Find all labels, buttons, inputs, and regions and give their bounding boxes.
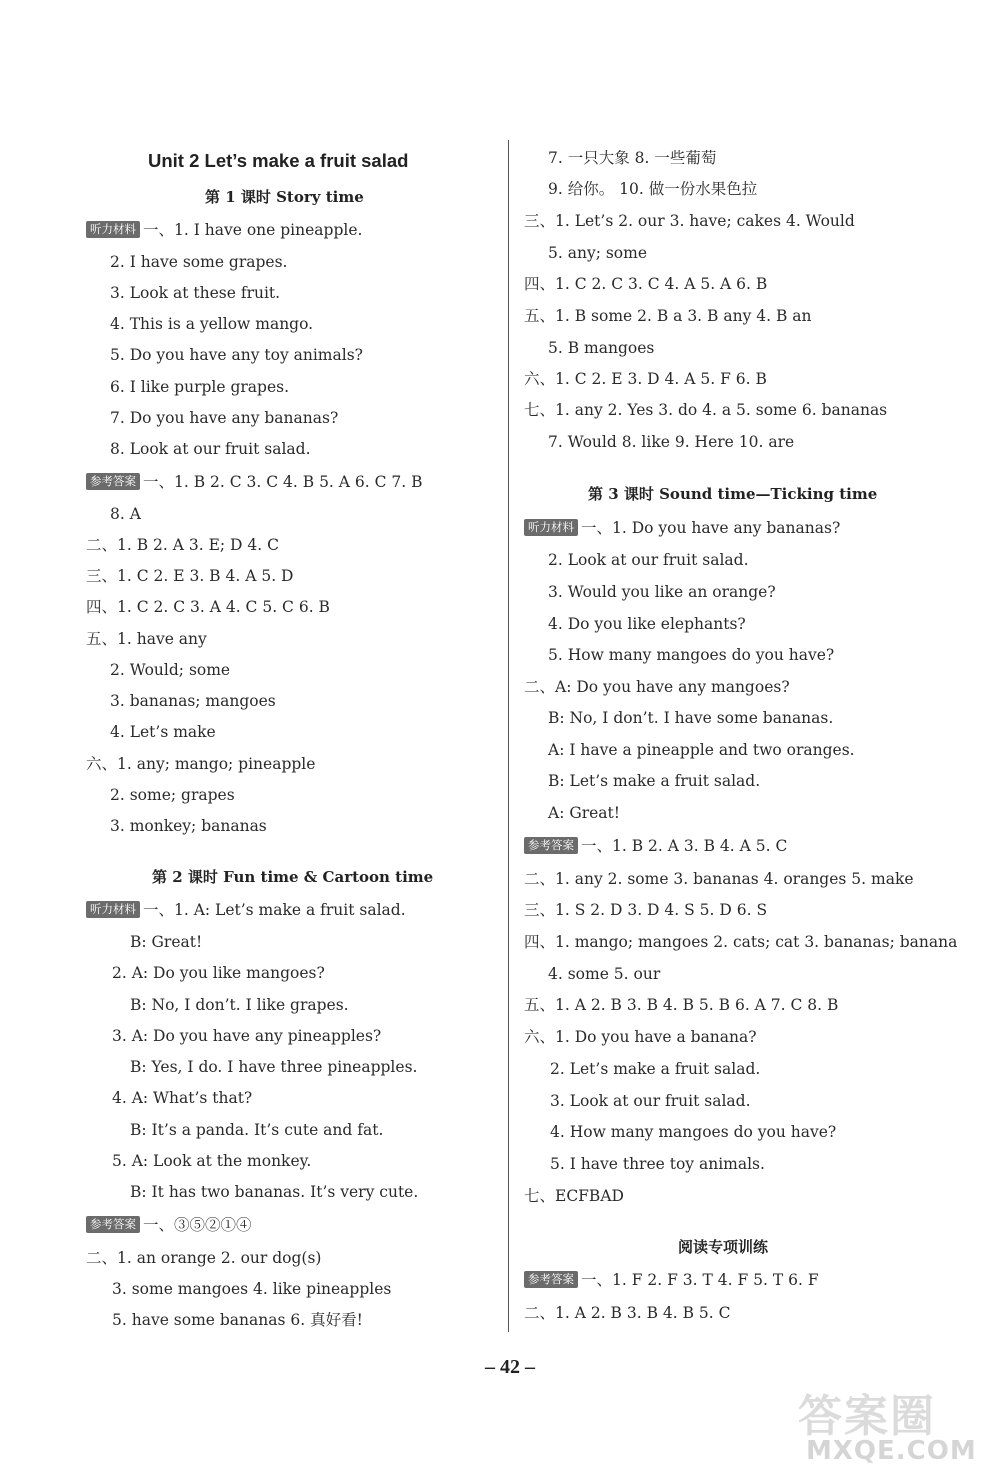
l2-line-1b: B: Great!: [130, 933, 203, 951]
r3-line-8: A: I have a pineapple and two oranges.: [548, 741, 855, 759]
l1-answer-5: 五、1. have any: [86, 630, 207, 648]
l2-line-5: 5. A: Look at the monkey.: [112, 1152, 312, 1170]
r1-line-4: 5. any; some: [548, 244, 648, 262]
l2-line-2b: B: No, I don’t. I like grapes.: [130, 996, 349, 1014]
r3-answer-7: 七、ECFBAD: [524, 1187, 624, 1205]
watermark-logo: [788, 1380, 998, 1470]
answers-tag: 参考答案: [524, 1271, 578, 1288]
l1-answer-6b: 2. some; grapes: [110, 786, 235, 804]
l1-answer-5b: 2. Would; some: [110, 661, 231, 679]
r3-answer-5: 五、1. A 2. B 3. B 4. B 5. B 6. A 7. C 8. B: [524, 996, 839, 1014]
lesson-2-title: 第 2 课时 Fun time & Cartoon time: [152, 868, 434, 886]
answers-tag: 参考答案: [524, 837, 578, 854]
r3-line-5: 5. How many mangoes do you have?: [548, 646, 835, 664]
lesson-1-title: 第 1 课时 Story time: [205, 188, 364, 206]
r3-answer-4: 四、1. mango; mangoes 2. cats; cat 3. bananas; banana: [524, 933, 958, 951]
l2-line-4: 4. A: What’s that?: [112, 1089, 253, 1107]
l2-answer-2c: 5. have some bananas 6. 真好看!: [112, 1311, 363, 1329]
r3-line-9: B: Let’s make a fruit salad.: [548, 772, 761, 790]
r3-answer-3: 三、1. S 2. D 3. D 4. S 5. D 6. S: [524, 901, 768, 919]
l1-line-5: 5. Do you have any toy animals?: [110, 346, 363, 364]
reading-answer-1: 参考答案 一、1. F 2. F 3. T 4. F 5. T 6. F: [524, 1270, 819, 1290]
r1-line-5: 四、1. C 2. C 3. C 4. A 5. A 6. B: [524, 275, 768, 293]
l1-answer-1: 参考答案 一、1. B 2. C 3. C 4. B 5. A 6. C 7. B: [86, 472, 423, 492]
l1-line-1: 听力材料 一、1. I have one pineapple.: [86, 220, 362, 240]
l1-answer-6c: 3. monkey; bananas: [110, 817, 267, 835]
answers-tag: 参考答案: [86, 1216, 140, 1233]
l1-line-6: 6. I like purple grapes.: [110, 378, 290, 396]
r1-line-9: 七、1. any 2. Yes 3. do 4. a 5. some 6. bananas: [524, 401, 888, 419]
r3-answer-6e: 5. I have three toy animals.: [550, 1155, 765, 1173]
l1-answer-1b: 8. A: [110, 505, 141, 523]
r3-line-6: 二、A: Do you have any mangoes?: [524, 678, 790, 696]
r1-line-10: 7. Would 8. like 9. Here 10. are: [548, 433, 795, 451]
r3-line-7: B: No, I don’t. I have some bananas.: [548, 709, 834, 727]
r1-line-2: 9. 给你。 10. 做一份水果色拉: [548, 180, 758, 198]
l1-line-4: 4. This is a yellow mango.: [110, 315, 314, 333]
watermark-sub-text: MXQE.COM: [806, 1436, 977, 1466]
l1-line-8: 8. Look at our fruit salad.: [110, 440, 311, 458]
r3-answer-2: 二、1. any 2. some 3. bananas 4. oranges 5. make: [524, 870, 914, 888]
column-divider: [508, 140, 509, 1332]
listening-tag: 听力材料: [86, 901, 140, 918]
l1-line-7: 7. Do you have any bananas?: [110, 409, 339, 427]
r3-line-1: 听力材料 一、1. Do you have any bananas?: [524, 518, 840, 538]
l1-answer-5d: 4. Let’s make: [110, 723, 216, 741]
r3-answer-6c: 3. Look at our fruit salad.: [550, 1092, 751, 1110]
r1-line-3: 三、1. Let’s 2. our 3. have; cakes 4. Would: [524, 212, 855, 230]
l1-answer-5c: 3. bananas; mangoes: [110, 692, 276, 710]
r1-line-1: 7. 一只大象 8. 一些葡萄: [548, 149, 717, 167]
listening-tag: 听力材料: [524, 519, 578, 536]
page-number: – 42 –: [485, 1356, 535, 1378]
l2-line-3: 3. A: Do you have any pineapples?: [112, 1027, 382, 1045]
answers-tag: 参考答案: [86, 473, 140, 490]
l1-answer-2: 二、1. B 2. A 3. E; D 4. C: [86, 536, 279, 554]
reading-title: 阅读专项训练: [678, 1238, 769, 1256]
l2-answer-2: 二、1. an orange 2. our dog(s): [86, 1249, 322, 1267]
lesson-3-title: 第 3 课时 Sound time—Ticking time: [588, 485, 878, 503]
r3-answer-6d: 4. How many mangoes do you have?: [550, 1123, 837, 1141]
l2-line-4b: B: It’s a panda. It’s cute and fat.: [130, 1121, 384, 1139]
r1-line-7: 5. B mangoes: [548, 339, 655, 357]
r1-line-6: 五、1. B some 2. B a 3. B any 4. B an: [524, 307, 812, 325]
l2-answer-1: 参考答案 一、③⑤②①④: [86, 1215, 252, 1235]
reading-answer-2: 二、1. A 2. B 3. B 4. B 5. C: [524, 1304, 731, 1322]
listening-tag: 听力材料: [86, 221, 140, 238]
r3-line-2: 2. Look at our fruit salad.: [548, 551, 749, 569]
r3-answer-1: 参考答案 一、1. B 2. A 3. B 4. A 5. C: [524, 836, 787, 856]
r3-line-3: 3. Would you like an orange?: [548, 583, 776, 601]
l2-line-5b: B: It has two bananas. It’s very cute.: [130, 1183, 419, 1201]
l2-line-1: 听力材料 一、1. A: Let’s make a fruit salad.: [86, 900, 406, 920]
l2-answer-2b: 3. some mangoes 4. like pineapples: [112, 1280, 392, 1298]
l1-answer-4: 四、1. C 2. C 3. A 4. C 5. C 6. B: [86, 598, 330, 616]
l1-line-3: 3. Look at these fruit.: [110, 284, 281, 302]
l1-answer-3: 三、1. C 2. E 3. B 4. A 5. D: [86, 567, 294, 585]
r3-answer-4b: 4. some 5. our: [548, 965, 661, 983]
r3-line-10: A: Great!: [548, 804, 621, 822]
l2-line-3b: B: Yes, I do. I have three pineapples.: [130, 1058, 418, 1076]
r3-line-4: 4. Do you like elephants?: [548, 615, 746, 633]
watermark-main-text: 答案圈: [798, 1391, 936, 1442]
r1-line-8: 六、1. C 2. E 3. D 4. A 5. F 6. B: [524, 370, 767, 388]
r3-answer-6: 六、1. Do you have a banana?: [524, 1028, 757, 1046]
l1-line-2: 2. I have some grapes.: [110, 253, 288, 271]
unit-title: Unit 2 Let’s make a fruit salad: [148, 150, 409, 171]
l2-line-2: 2. A: Do you like mangoes?: [112, 964, 325, 982]
l1-answer-6: 六、1. any; mango; pineapple: [86, 755, 316, 773]
r3-answer-6b: 2. Let’s make a fruit salad.: [550, 1060, 761, 1078]
